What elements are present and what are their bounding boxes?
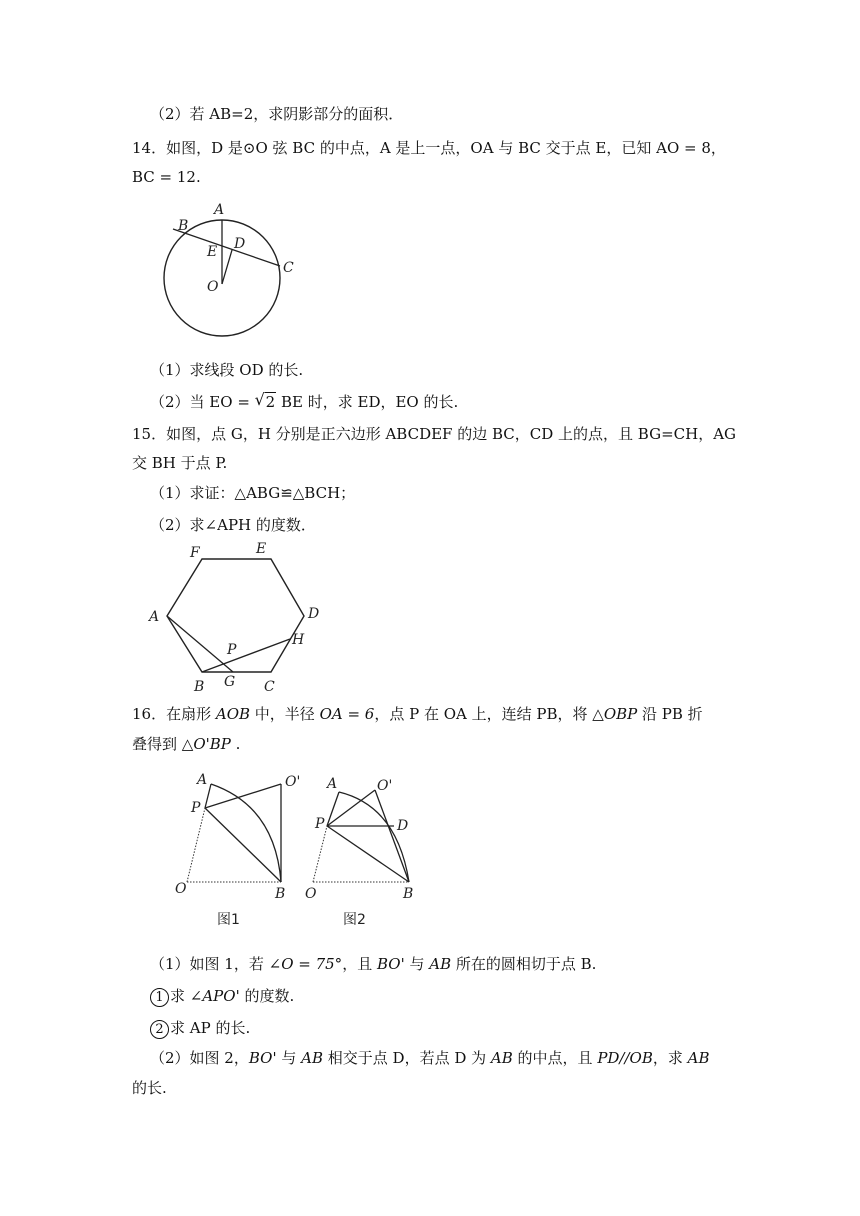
fig1-arc-ab (211, 784, 281, 882)
math-aob: AOB (215, 705, 251, 723)
q15-part1: （1）求证：△ABG≌△BCH； (150, 484, 356, 502)
q16-sub2: 2 求 AP 的长. (150, 1018, 250, 1039)
q14-stem-line1: 14．如图，D 是⊙O 弦 BC 的中点，A 是上一点，OA 与 BC 交于点 E，已知 AO = 8， (132, 139, 726, 157)
label-g: G (224, 674, 236, 690)
fig1-label-p: P (191, 800, 201, 816)
fig1-label-o-prime: O' (285, 774, 301, 790)
math-ab-2: AB (301, 1049, 323, 1067)
fig1-segment-op (187, 808, 205, 882)
fig2-label-a: A (327, 776, 338, 792)
math-angle-o-75: ∠O = 75° (268, 955, 343, 973)
math-pd-parallel-ob: PD//OB (597, 1049, 653, 1067)
segment-od (222, 250, 232, 284)
segment-bh (202, 639, 290, 672)
fig2-segment-pb (327, 826, 409, 882)
q15-part2: （2）求∠APH 的度数． (150, 516, 316, 534)
q14-part2-text-b: BE 时，求 ED，EO 的长. (276, 393, 459, 411)
label-b: B (194, 679, 205, 695)
q16-part1: （1）如图 1，若 ∠O = 75°，且 BO' 与 AB 所在的圆相切于点 B. (150, 955, 597, 973)
fig2-segment-bo-prime (375, 790, 409, 882)
label-f: F (190, 545, 200, 561)
fig2-caption: 图2 (343, 912, 366, 928)
math-oa-6: OA = 6 (319, 705, 375, 723)
q16-fold-diagrams (165, 766, 435, 936)
q15-hexagon-diagram (140, 538, 350, 698)
q15-stem-line2: 交 BH 于点 P. (132, 454, 228, 472)
fig2-label-p: P (315, 816, 325, 832)
q16-part2-line1: （2）如图 2，BO' 与 AB 相交于点 D，若点 D 为 AB 的中点，且 PD//OB，求 AB (150, 1049, 710, 1067)
math-angle-apo-prime: ∠APO' (189, 987, 240, 1005)
fig1-label-o: O (175, 881, 187, 897)
figure-2 (305, 776, 413, 928)
math-ab: AB (429, 955, 452, 973)
figure-1 (175, 772, 300, 928)
fig2-arc-ab (339, 792, 409, 882)
q16-stem-line1: 16．在扇形 AOB 中，半径 OA = 6，点 P 在 OA 上，连结 PB，将 △OBP 沿 PB 折 (132, 705, 703, 723)
fig1-label-a: A (197, 772, 208, 788)
label-c: C (283, 260, 294, 276)
fig2-segment-op (313, 826, 327, 882)
q14-part2-text-a: （2）当 EO = (150, 393, 255, 411)
label-o: O (207, 279, 219, 295)
math-obp: OBP (603, 705, 638, 723)
label-a: A (214, 202, 225, 218)
fig2-label-b: B (403, 886, 414, 902)
label-e: E (207, 244, 218, 260)
fig2-label-o-prime: O' (377, 778, 393, 794)
label-h: H (292, 632, 305, 648)
fig1-segment-pb (205, 808, 281, 882)
q16-sub1: 1 求 ∠APO' 的度数. (150, 986, 294, 1007)
math-ab-3: AB (490, 1049, 513, 1067)
fig1-label-b: B (275, 886, 286, 902)
q14-stem-line2: BC = 12. (132, 168, 201, 186)
math-bo-prime: BO' (376, 955, 405, 973)
q13-part2: （2）若 AB=2，求阴影部分的面积． (150, 105, 404, 123)
label-a: A (149, 609, 160, 625)
label-b: B (178, 218, 189, 234)
label-c: C (264, 679, 275, 695)
fig2-label-o: O (305, 886, 317, 902)
fig2-label-d: D (397, 818, 409, 834)
sqrt-expression: √ 2 (254, 390, 276, 411)
chord-bc (173, 229, 280, 266)
label-e: E (256, 541, 267, 557)
label-p: P (227, 642, 237, 658)
q14-part1: （1）求线段 OD 的长. (150, 361, 304, 379)
q14-part2 (150, 392, 458, 412)
fig1-segment-po-prime (205, 784, 281, 808)
q14-circle-diagram (160, 196, 310, 346)
q16-stem-line2: 叠得到 △O'BP . (132, 735, 241, 753)
circled-number-2: 2 (150, 1020, 169, 1039)
q15-stem-line1: 15．如图，点 G，H 分别是正六边形 ABCDEF 的边 BC，CD 上的点，且 BG=CH，AG (132, 425, 737, 443)
q16-part2-line2: 的长. (132, 1079, 167, 1097)
fig1-caption: 图1 (217, 912, 240, 928)
math-bo-prime-2: BO' (248, 1049, 277, 1067)
label-d: D (234, 236, 246, 252)
circled-number-1: 1 (150, 988, 169, 1007)
label-d: D (308, 606, 320, 622)
math-ab-4: AB (687, 1049, 710, 1067)
math-obp-prime: O'BP (193, 735, 231, 753)
